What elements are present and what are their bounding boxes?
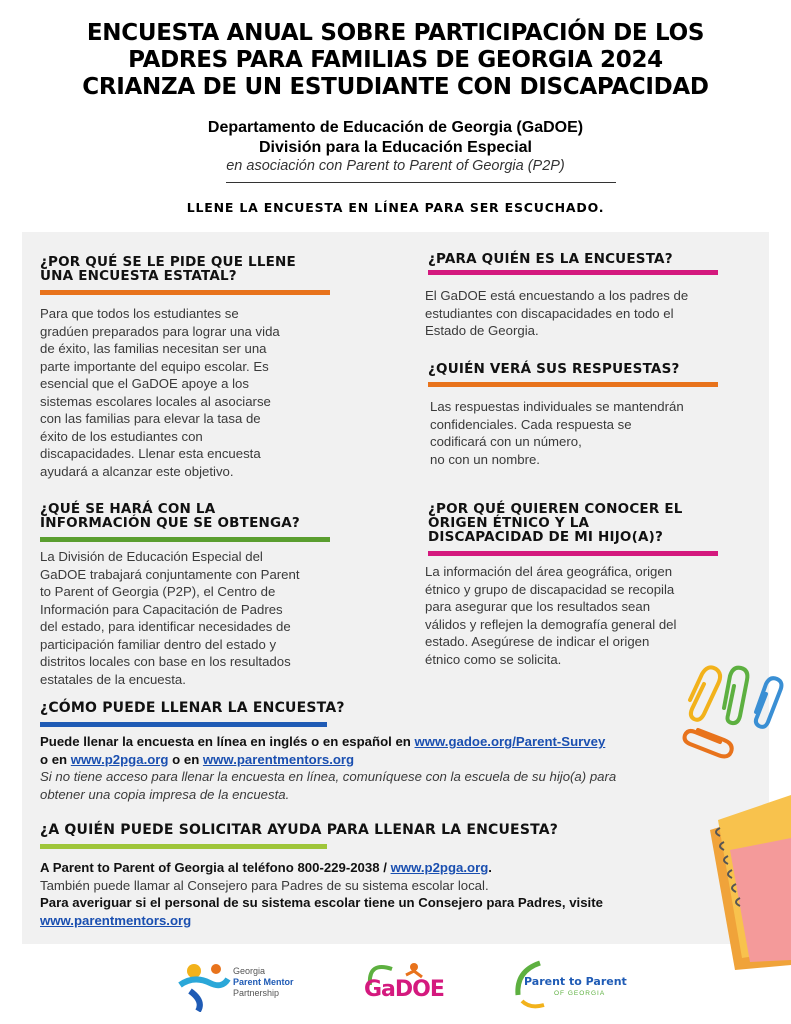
gpmp-line-1: Georgia (233, 966, 266, 976)
section-why-ethnic-bar (428, 551, 718, 556)
section-what-done-bar (40, 537, 330, 542)
section-for-whom-heading: ¿PARA QUIÉN ES LA ENCUESTA? (428, 251, 673, 267)
title-line-2: PADRES PARA FAMILIAS DE GEORGIA 2024 (128, 47, 663, 73)
section-who-sees-bar (428, 382, 718, 387)
notebook-decoration (690, 790, 791, 970)
gpmp-emblem-icon (176, 957, 231, 1012)
parentmentors-help-link[interactable]: www.parentmentors.org (40, 912, 192, 928)
section-how-bar (40, 722, 327, 727)
gadoe-survey-link[interactable]: www.gadoe.org/Parent-Survey (414, 734, 606, 749)
department-name: Departamento de Educación de Georgia (GaDOE) (207, 119, 584, 136)
call-to-action: LLENE LA ENCUESTA EN LÍNEA PARA SER ESCUCHADO. (186, 200, 605, 215)
section-why-body: Para que todos los estudiantes se gradúen preparados para lograr una vida de éxito, las familias necesitan ser una parte importante del equipo escolar. Es esencial que el GaDOE apoye a los sistemas escolares locales al asociarse con las familias para elevar la tasa de éxito de los estudiantes con discapacidades. Llenar esta encuesta ayudará a alcanzar este objetivo. (40, 306, 280, 479)
section-why-bar (40, 290, 330, 295)
section-what-done-body: La División de Educación Especial del GaDOE trabajará conjuntamente con Parent to Parent of Georgia (P2P), el Centro de Información para Capacitación de Padres del estado, para identificar necesidades de participación familiar dentro del estado y distritos locales con base en los resultados estatales de la encuesta. (40, 549, 300, 687)
title-line-3: CRIANZA DE UN ESTUDIANTE CON DISCAPACIDAD (82, 74, 709, 100)
division-name: División para la Educación Especial (259, 139, 532, 156)
p2pga-help-link[interactable]: www.p2pga.org (390, 860, 489, 875)
section-for-whom-bar (428, 270, 718, 275)
section-why-ethnic-body: La información del área geográfica, origen étnico y grupo de discapacidad se recopila para asegurar que los resultados sean válidos y reflejen la demografía general del estado. Asegúrese de indicar el origen étnico como se solicita. (425, 564, 677, 667)
parentmentors-link[interactable]: www.parentmentors.org (202, 751, 355, 767)
gpmp-line-3: Partnership (233, 988, 280, 998)
gadoe-logo (362, 955, 462, 1010)
section-how-heading: ¿CÓMO PUEDE LLENAR LA ENCUESTA? (40, 700, 345, 716)
association-note: en asociación con Parent to Parent of Georgia (P2P) (226, 158, 565, 174)
section-what-done-heading: ¿QUÉ SE HARÁ CON LA INFORMACIÓN QUE SE OBTENGA? (40, 501, 300, 531)
section-who-sees-heading: ¿QUIÉN VERÁ SUS RESPUESTAS? (428, 361, 680, 377)
section-who-sees-body: Las respuestas individuales se mantendrán confidenciales. Cada respuesta se codificará con un número, no con un nombre. (430, 399, 684, 467)
section-help-heading: ¿A QUIÉN PUEDE SOLICITAR AYUDA PARA LLENAR LA ENCUESTA? (40, 822, 559, 838)
paper-clips-decoration (680, 660, 791, 760)
title-line-1: ENCUESTA ANUAL SOBRE PARTICIPACIÓN DE LOS (86, 20, 705, 46)
page-title (0, 20, 791, 101)
section-for-whom-body: El GaDOE está encuestando a los padres de estudiantes con discapacidades en todo el Estado de Georgia. (425, 288, 689, 338)
gpmp-line-2: Parent Mentor (233, 977, 294, 987)
section-help-body: A Parent to Parent of Georgia al teléfono 800-229-2038 / www.p2pga.org. También puede llamar al Consejero para Padres de su sistema escolar local. Para averiguar si el personal de su sistema escolar tiene un Consejero para Padres, visite www.parentmentors.org (40, 860, 603, 928)
gpmp-logo (176, 957, 326, 1012)
p2p-logo-text: Parent to Parent (524, 975, 627, 988)
section-how-body: Puede llenar la encuesta en línea en inglés o en español en www.gadoe.org/Parent-Survey o en www.p2pga.org o en www.parentmentors.org Si no tiene acceso para llenar la encuesta en línea, comuníquese con la escuela de su hijo(a) para obtener una copia impresa de la encuesta. (40, 734, 617, 802)
header-divider (226, 182, 616, 183)
gadoe-logo-text: GaDOE (364, 977, 444, 1002)
department-block (0, 118, 791, 158)
section-help-bar (40, 844, 327, 849)
p2p-logo-subtext: OF GEORGIA (554, 990, 606, 997)
p2pga-link[interactable]: www.p2pga.org (70, 751, 169, 767)
section-why-ethnic-heading: ¿POR QUÉ QUIEREN CONOCER EL ORIGEN ÉTNICO Y LA DISCAPACIDAD DE MI HIJO(A)? (428, 501, 683, 545)
section-why-heading: ¿POR QUÉ SE LE PIDE QUE LLENE UNA ENCUESTA ESTATAL? (40, 254, 296, 284)
p2p-logo (510, 957, 627, 1012)
